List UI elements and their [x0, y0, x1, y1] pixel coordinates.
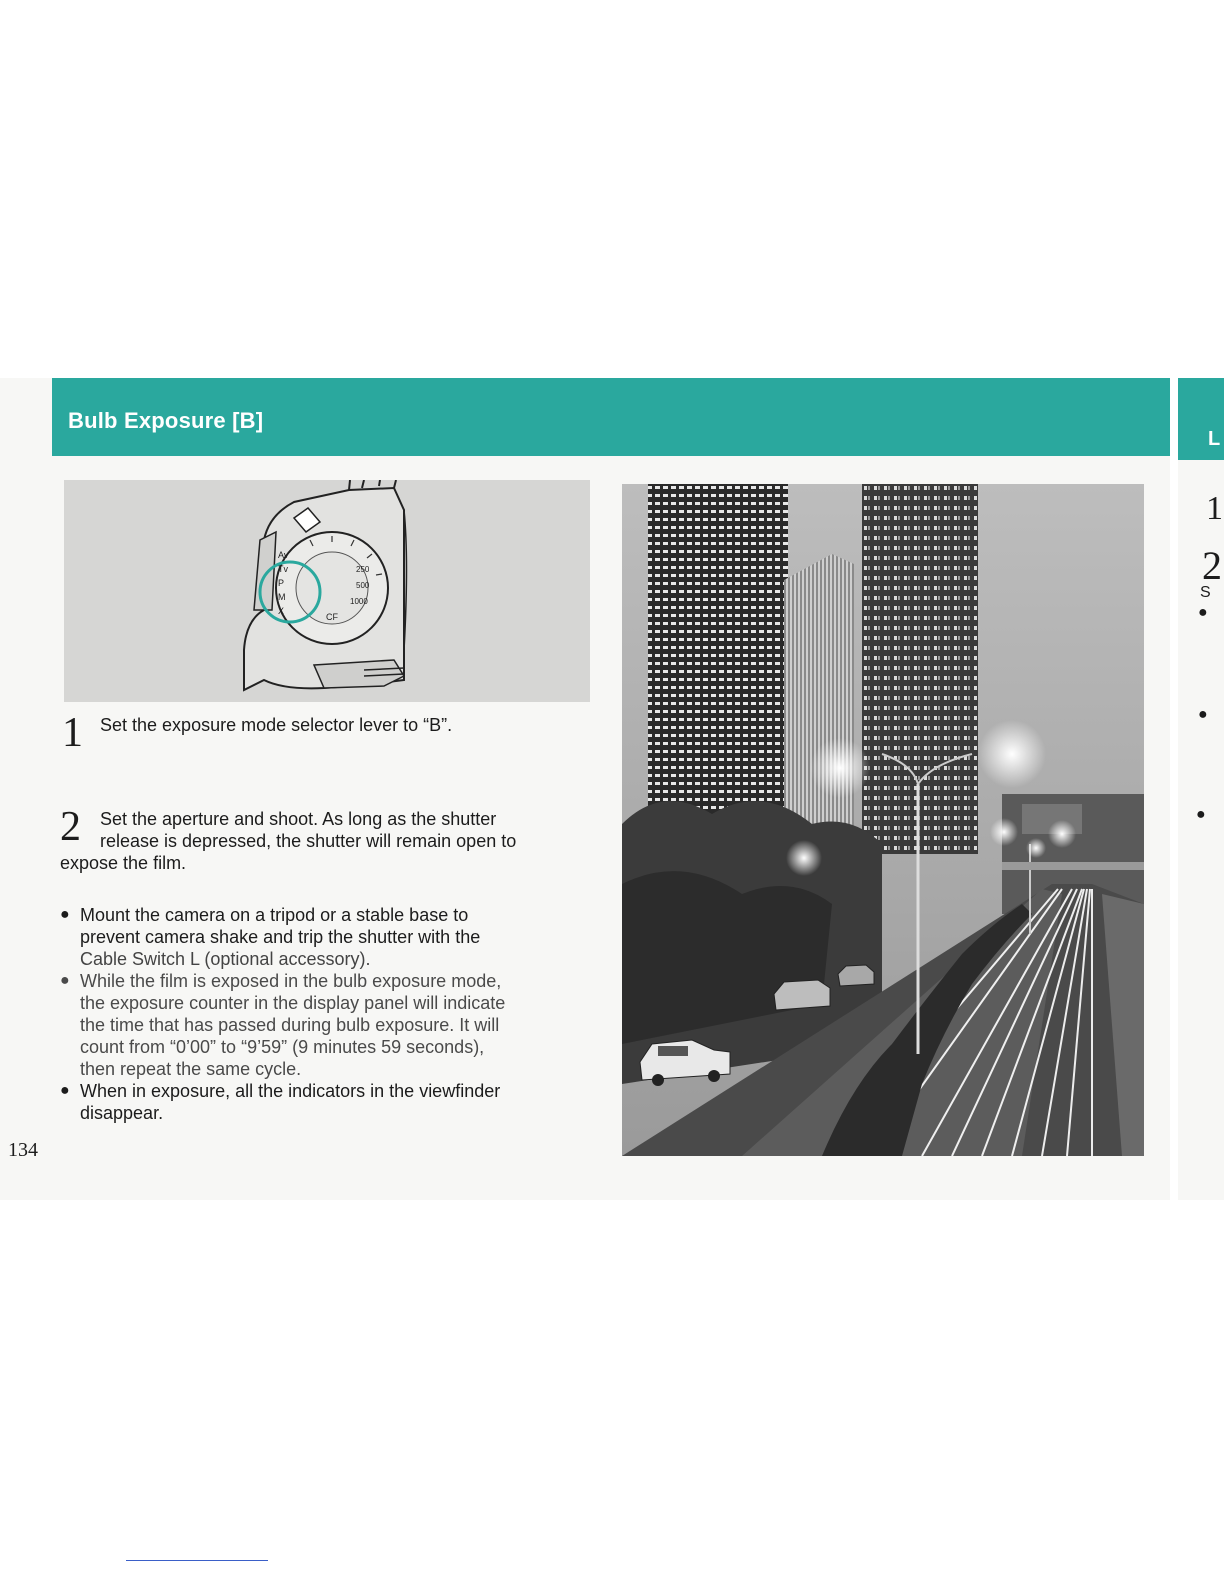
dial-label-x: X [278, 606, 285, 616]
note-line: disappear. [80, 1103, 164, 1123]
note-line: then repeat the same cycle. [80, 1059, 302, 1079]
night-city-skyscrapers-photo-icon [622, 484, 1144, 1156]
dial-label-250: 250 [356, 565, 370, 574]
dial-label-p: P [278, 578, 285, 588]
bottom-rule [126, 1560, 268, 1561]
note-line: Cable Switch L (optional accessory). [80, 949, 371, 969]
page-gutter [1170, 378, 1178, 1200]
note-line: prevent camera shake and trip the shutter with the [80, 927, 481, 947]
camera-mode-dial-icon [64, 480, 590, 702]
dial-label-500: 500 [356, 581, 370, 590]
notes-list [60, 904, 580, 1124]
note-item [60, 970, 580, 1080]
note-line: count from “0’00” to “9’59” (9 minutes 59 seconds), [80, 1037, 485, 1057]
note-line: Mount the camera on a tripod or a stable base to [80, 905, 469, 925]
step-2-number: 2 [60, 804, 81, 850]
next-page-step-number-1: 1 [1206, 490, 1223, 527]
step-1-number: 1 [62, 710, 83, 756]
next-page-bullet-3: ● [1196, 806, 1206, 823]
note-item [60, 904, 580, 970]
next-page-step-number-2: 2 [1202, 543, 1222, 588]
note-line: While the film is exposed in the bulb exposure mode, [80, 971, 502, 991]
step-2-text-line-3: expose the film. [60, 853, 187, 873]
bullet-dot-icon: ● [60, 906, 70, 923]
step-1-text: Set the exposure mode selector lever to “B”. [100, 715, 453, 735]
next-page-bullet-2: ● [1198, 706, 1208, 723]
dial-label-1000: 1000 [350, 597, 368, 606]
camera-dial-illustration [64, 480, 590, 702]
night-city-photo [622, 484, 1144, 1156]
note-line: the time that has passed during bulb exposure. It will [80, 1015, 500, 1035]
note-line: When in exposure, all the indicators in the viewfinder [80, 1081, 501, 1101]
bullet-dot-icon: ● [60, 972, 70, 989]
bullet-dot-icon: ● [60, 1082, 70, 1099]
step-2-text-line-2: release is depressed, the shutter will remain open to [100, 831, 517, 851]
dial-label-tv: Tv [278, 564, 288, 574]
next-page-text-fragment: S [1200, 584, 1211, 601]
dial-label-cf: CF [326, 612, 338, 622]
page-number: 134 [8, 1139, 38, 1161]
dial-label-av: Av [278, 550, 289, 560]
note-line: the exposure counter in the display panel will indicate [80, 993, 506, 1013]
section-title: Bulb Exposure [B] [68, 408, 264, 433]
next-page-bullet-1: ● [1198, 604, 1208, 621]
next-page-header-letter: L [1208, 428, 1221, 450]
step-2-text-line-1: Set the aperture and shoot. As long as the shutter [100, 809, 497, 829]
dial-label-m: M [278, 592, 286, 602]
note-item [60, 1080, 580, 1124]
